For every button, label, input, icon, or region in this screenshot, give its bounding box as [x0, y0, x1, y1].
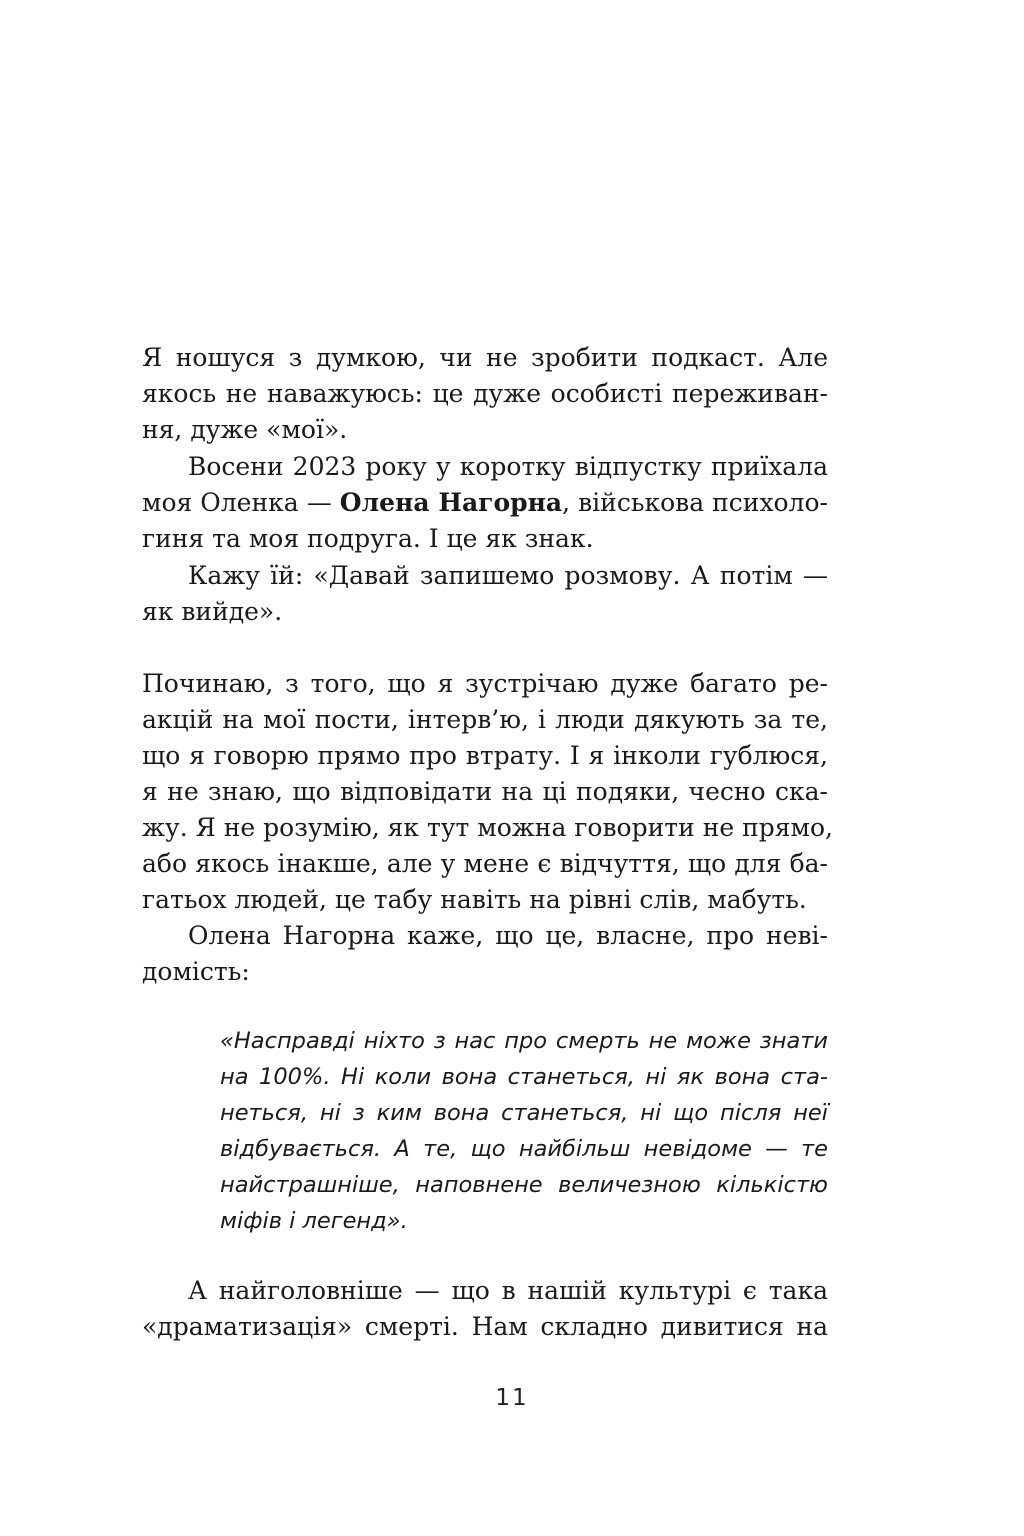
p3-line-2: як вийде».: [142, 597, 283, 626]
p4-line-3: що я говорю прямо про втрату. І я інколи гублюся,: [142, 741, 828, 770]
page-number: 11: [495, 1385, 529, 1411]
p1-line-2: якось не наважуюсь: це дуже особисті переживан-: [142, 379, 828, 408]
p1-line-3: ня, дуже «мої».: [142, 415, 348, 444]
p4-line-7: гатьох людей, це табу навіть на рівні слів, мабуть.: [142, 885, 807, 914]
quote-line-6: міфів і легенд».: [220, 1208, 408, 1234]
p2-line-3: гиня та моя подруга. І це як знак.: [142, 524, 594, 553]
p5-line-2: домість:: [142, 957, 250, 986]
p2-text-after: , військова психоло-: [562, 488, 828, 517]
p4-line-4: я не знаю, що відповідати на ці подяки, чесно ска-: [142, 777, 828, 806]
quote-line-2: на 100%. Ні коли вона станеться, ні як вона ста-: [220, 1064, 828, 1090]
p4-line-2: акцій на мої пости, інтерв’ю, і люди дякують за те,: [142, 705, 828, 734]
psychologist-name: Олена Нагорна: [339, 488, 563, 517]
quote-line-5: найстрашніше, наповнене величезною кількістю: [220, 1172, 828, 1198]
p6-line-1: А найголовніше — що в нашій культурі є така: [188, 1276, 828, 1305]
p4-line-6: або якось інакше, але у мене є відчуття, що для ба-: [142, 849, 828, 878]
quote-line-3: неться, ні з ким вона станеться, ні що після неї: [220, 1100, 828, 1126]
p2-line-1: Восени 2023 року у коротку відпустку приїхала: [188, 452, 828, 481]
p6-line-2: «драматизація» смерті. Нам складно дивитися на: [142, 1312, 828, 1341]
p4-line-1: Починаю, з того, що я зустрічаю дуже багато ре-: [142, 669, 828, 698]
p3-line-1: Кажу їй: «Давай запишемо розмову. А потім —: [188, 561, 828, 590]
p4-line-5: жу. Я не розумію, як тут можна говорити не прямо,: [142, 813, 833, 842]
quote-line-1: «Насправді ніхто з нас про смерть не може знати: [220, 1028, 828, 1054]
p1-line-1: Я ношуся з думкою, чи не зробити подкаст. Але: [142, 343, 828, 372]
p2-text-before: моя Оленка —: [142, 488, 340, 517]
p2-line-2: [142, 485, 828, 521]
p5-line-1: Олена Нагорна каже, що це, власне, про неві-: [188, 921, 828, 950]
quote-line-4: відбувається. А те, що найбільш невідоме — те: [220, 1136, 828, 1162]
